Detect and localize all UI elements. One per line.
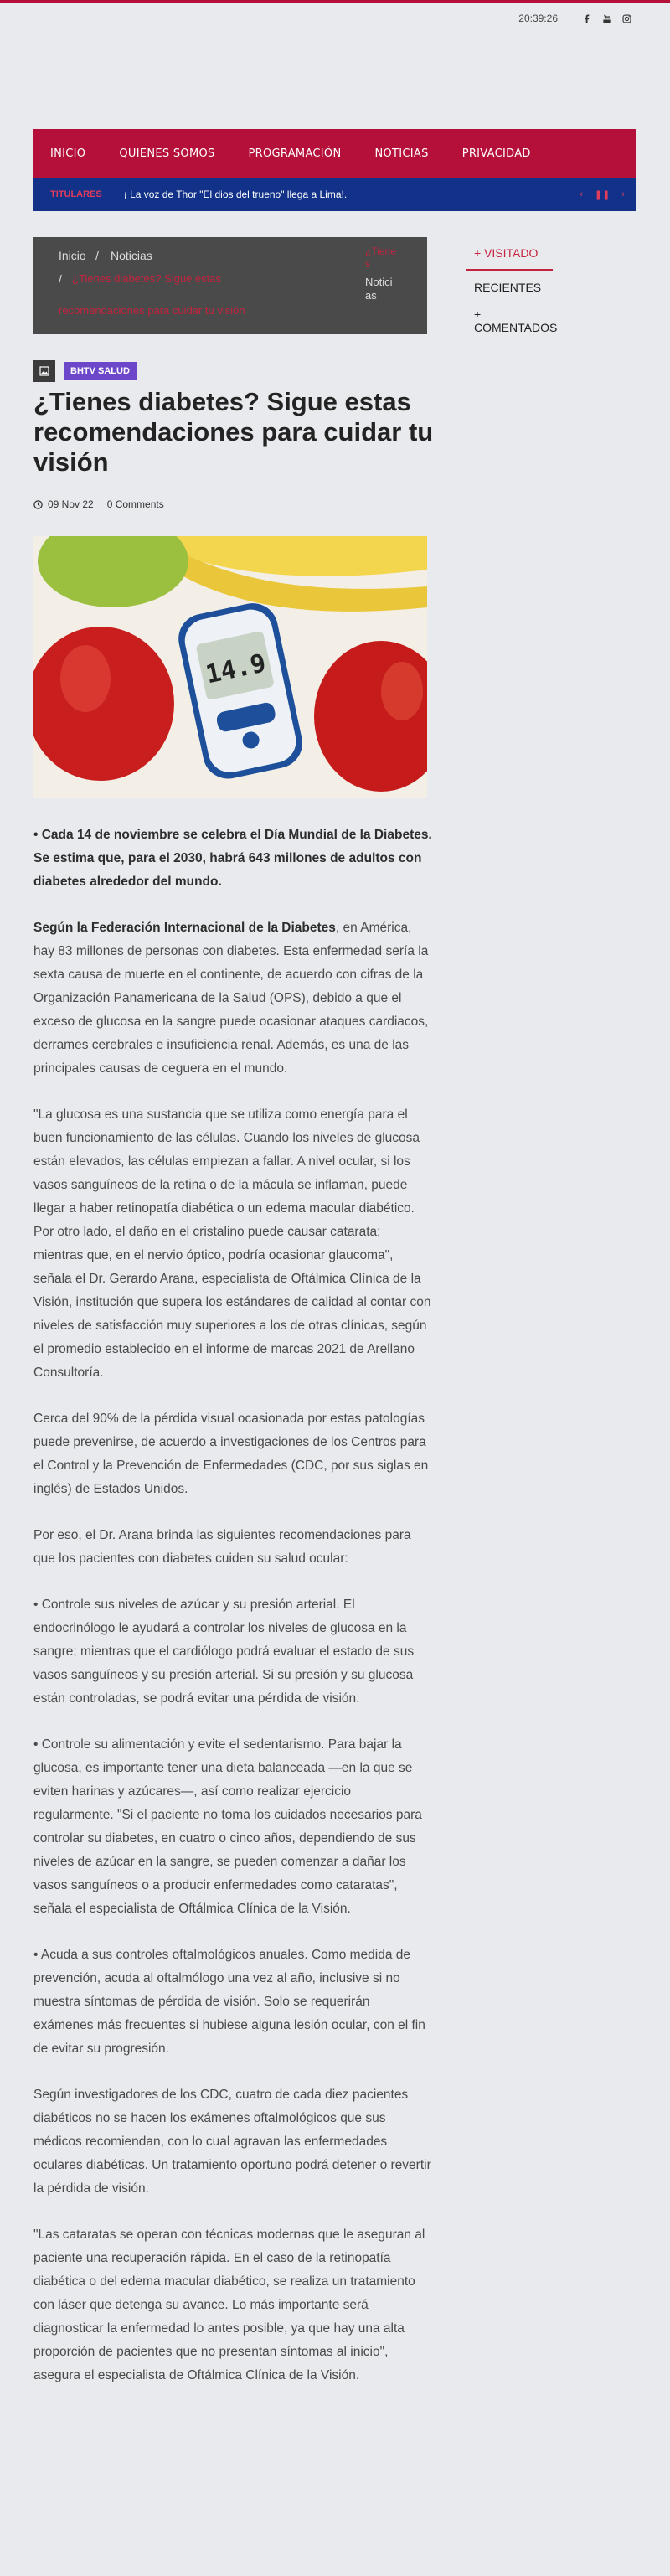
ticker-prev-icon[interactable]: ‹ <box>580 188 583 199</box>
instagram-icon[interactable] <box>616 13 636 24</box>
ticker-next-icon[interactable]: › <box>621 188 625 199</box>
article-body <box>34 823 432 2410</box>
youtube-icon[interactable] <box>596 13 616 24</box>
tab-mas-visitado[interactable]: + VISITADO <box>466 237 553 271</box>
breadcrumb <box>34 237 427 334</box>
article-meta <box>34 498 164 510</box>
breadcrumb-current-overflow: ¿Tiene s <box>365 245 396 270</box>
news-ticker <box>34 178 636 211</box>
image-format-icon <box>34 360 55 382</box>
breadcrumb-separator: / <box>95 249 99 262</box>
ticker-pause-icon[interactable]: ❚❚ <box>594 189 611 200</box>
breadcrumb-category-overflow: Notici as <box>365 276 393 302</box>
nav-item-noticias[interactable]: NOTICIAS <box>374 147 429 160</box>
main-navigation <box>34 129 636 178</box>
post-tags <box>34 360 137 382</box>
article-date: 09 Nov 22 <box>48 498 94 510</box>
ticker-headline[interactable]: ¡ La voz de Thor "El dios del trueno" llega a Lima!. <box>123 188 348 200</box>
article-paragraph <box>34 916 432 1081</box>
breadcrumb-current-continued: recomendaciones para cuidar tu visión <box>59 304 245 317</box>
article-paragraph: • Controle su alimentación y evite el sedentarismo. Para bajar la glucosa, es importante tener una dieta balanceada —en la que se eviten harinas y azúcares—, así como realizar ejercicio regularmente. "Si el paciente no toma los cuidados necesarios para controlar su diabetes, en cuatro o cinco años, dependiendo de sus niveles de azúcar en la sangre, se pueden comenzar a dañar los vasos sanguíneos o a producir enfermedades como cataratas", señala el especialista de Oftálmica Clínica de la Visión. <box>34 1737 422 1916</box>
paragraph-text: , en América, hay 83 millones de personas con diabetes. Esta enfermedad sería la sexta causa de muerte en el continente, de acuerdo con cifras de la Organización Panamericana de la Salud (OPS), debido a que el exceso de glucosa en la sangre puede ocasionar ataques cardiacos, derrames cerebrales e insuficiencia renal. Además, es una de las principales causas de ceguera en el mundo. <box>34 921 429 1076</box>
article-paragraph: Cerca del 90% de la pérdida visual ocasionada por estas patologías puede prevenirse, de acuerdo a investigaciones de los Centros para el Control y la Prevención de Enfermedades (CDC, por sus siglas en inglés) de Estados Unidos. <box>34 1412 429 1496</box>
hero-image <box>34 536 427 798</box>
article-paragraph: • Controle sus niveles de azúcar y su presión arterial. El endocrinólogo le ayudará a controlar los niveles de glucosa en la sangre; mientras que el cardiólogo podrá evaluar el estado de sus vasos sanguíneos y su presión arterial. Si su presión y su glucosa están controladas, se podrá evitar una pérdida de visión. <box>34 1598 415 1706</box>
nav-item-inicio[interactable]: INICIO <box>50 147 86 160</box>
breadcrumb-separator: / <box>59 272 62 286</box>
facebook-icon[interactable] <box>576 13 596 24</box>
article-paragraph: • Acuda a sus controles oftalmológicos anuales. Como medida de prevención, acuda al oftalmólogo una vez al año, inclusive si no muestra síntomas de pérdida de visión. Solo se requerirán exámenes más frecuentes si hubiese alguna lesión ocular, con el fin de evitar su progresión. <box>34 1948 425 2056</box>
article-paragraph: "La glucosa es una sustancia que se utiliza como energía para el buen funcionamiento de las células. Cuando los niveles de glucosa están elevados, las células empiezan a fallar. A nivel ocular, si los vasos sanguíneos de la retina o de la mácula se inflaman, puede llegar a haber retinopatía diabética o un edema macular diabético. Por otro lado, el daño en el cristalino puede causar catarata; mientras que, en el nervio óptico, podría ocasionar glaucoma", señala el Dr. Gerardo Arana, especialista de Oftálmica Clínica de la Visión, institución que supera los estándares de calidad al contar con niveles de satisfacción muy superiores a los de otras clínicas, según el promedio establecido en el informe de marcas 2021 de Arellano Consultoría. <box>34 1107 431 1380</box>
meter-reading: 14.9 <box>203 648 269 690</box>
article-paragraph: "Las cataratas se operan con técnicas modernas que le aseguran al paciente una recuperación rápida. En el caso de la retinopatía diabética o del edema macular diabético, se realiza un tratamiento con láser que detenga su avance. Lo más importante será diagnosticar la enfermedad lo antes posible, ya que hay una alta proporción de pacientes que no presentan síntomas al inicio", asegura el especialista de Oftálmica Clínica de la Visión. <box>34 2228 425 2382</box>
article-paragraph: Por eso, el Dr. Arana brinda las siguientes recomendaciones para que los pacientes con diabetes cuiden su salud ocular: <box>34 1528 411 1566</box>
nav-item-quienes-somos[interactable]: QUIENES SOMOS <box>119 147 215 160</box>
tab-recientes[interactable]: RECIENTES <box>474 281 542 294</box>
article-lead: • Cada 14 de noviembre se celebra el Día Mundial de la Diabetes. Se estima que, para el 2030, habrá 643 millones de adultos con diabetes alrededor del mundo. <box>34 828 432 889</box>
tab-mas-comentados[interactable]: + COMENTADOS <box>474 307 558 334</box>
comments-link[interactable]: 0 Comments <box>106 498 164 510</box>
clock: 20:39:26 <box>518 13 558 24</box>
article-title: ¿Tienes diabetes? Sigue estas recomendaciones para cuidar tu visión <box>34 387 434 477</box>
top-bar <box>0 3 670 34</box>
breadcrumb-current: ¿Tienes diabetes? Sigue estas <box>72 272 222 285</box>
paragraph-bold-lead: Según la Federación Internacional de la Diabetes <box>34 921 336 935</box>
ticker-label: TITULARES <box>50 189 102 199</box>
nav-item-privacidad[interactable]: PRIVACIDAD <box>461 147 531 160</box>
category-tag[interactable]: BHTV SALUD <box>64 362 137 380</box>
sidebar-tabs <box>466 237 558 338</box>
breadcrumb-home[interactable]: Inicio <box>59 249 86 262</box>
breadcrumb-category[interactable]: Noticias <box>111 249 152 262</box>
article-paragraph: Según investigadores de los CDC, cuatro de cada diez pacientes diabéticos no se hacen los exámenes oftalmológicos que sus médicos recomiendan, con lo cual agravan las enfermedades oculares diabéticas. Un tratamiento oportuno podrá detener o revertir la pérdida de visión. <box>34 2088 431 2196</box>
clock-icon <box>34 500 43 509</box>
nav-item-programacion[interactable]: PROGRAMACIÓN <box>248 147 342 160</box>
